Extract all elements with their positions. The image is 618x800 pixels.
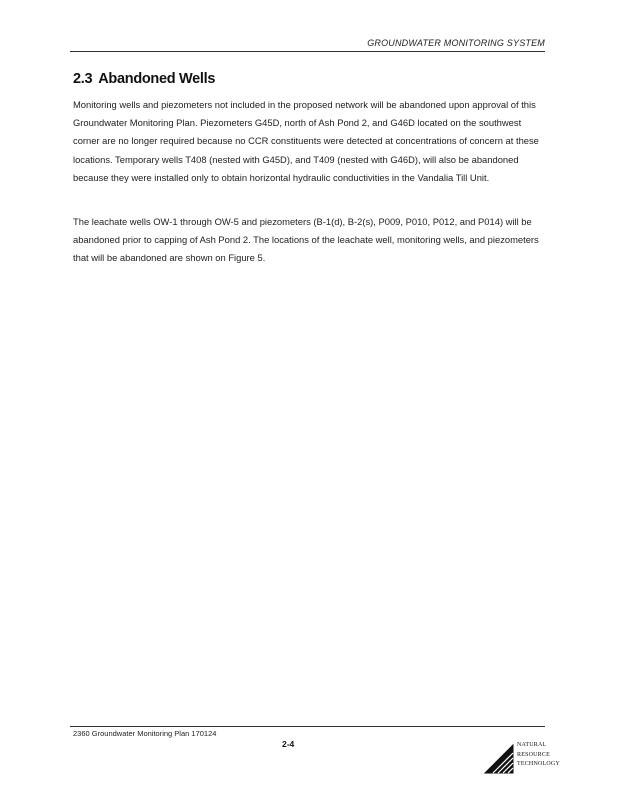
footer-divider <box>70 726 545 727</box>
page-number: 2-4 <box>282 739 295 749</box>
section-number: 2.3 <box>73 71 93 87</box>
header-divider <box>70 51 545 52</box>
body-paragraph: Monitoring wells and piezometers not included in the proposed network will be abandoned upon approval of this Groundwater Monitoring Plan. Piezometers G45D, north of Ash Pond 2, and G46D located on the southwest corner are no longer required because no CCR constituents were detected at concentrations of concern at these locations. Temporary wells T408 (nested with G45D), and T409 (nested with G46D), will also be abandoned because they were installed only to obtain horizontal hydraulic conductivities in the Vandalia Till Unit. <box>73 99 539 183</box>
running-header: GROUNDWATER MONITORING SYSTEM <box>367 38 545 48</box>
section-title: Abandoned Wells <box>98 71 216 87</box>
section-heading <box>73 71 215 87</box>
logo-line: TECHNOLOGY <box>517 761 560 767</box>
logo-line: RESOURCE <box>517 751 550 758</box>
footer-document-reference: 2360 Groundwater Monitoring Plan 170124 <box>73 729 217 738</box>
company-logo <box>483 739 573 775</box>
logo-wordmark <box>517 741 560 770</box>
logo-line: NATURAL <box>517 742 547 748</box>
body-paragraph: The leachate wells OW-1 through OW-5 and piezometers (B-1(d), B-2(s), P009, P010, P012, and P014) will be abandoned prior to capping of Ash Pond 2. The locations of the leachate well, monitoring wells, and piezometers that will be abandoned are shown on Figure 5. <box>73 216 539 264</box>
natural-resource-technology-logo-icon <box>483 739 515 775</box>
